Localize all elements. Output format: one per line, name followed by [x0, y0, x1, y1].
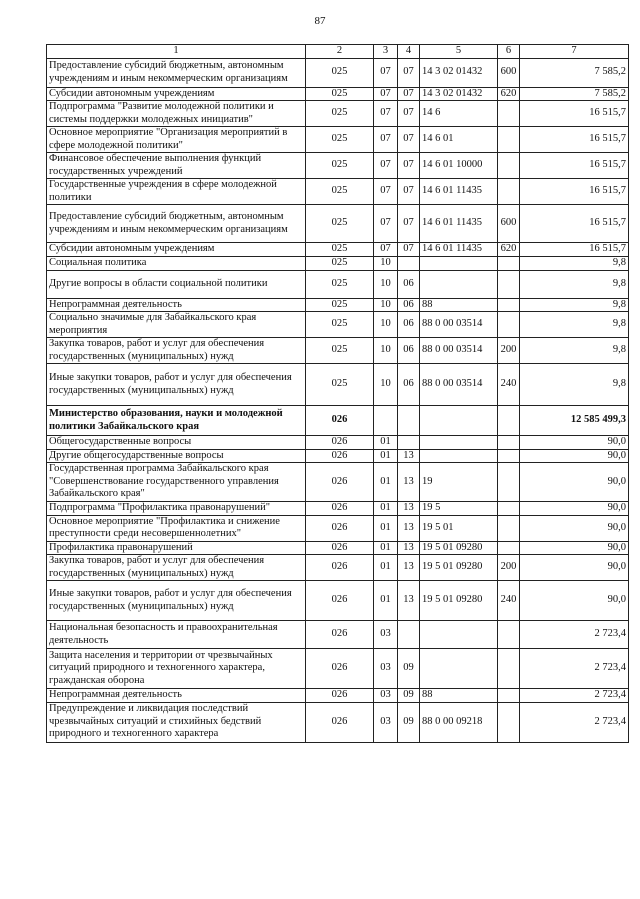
- row-target-code: [420, 649, 498, 689]
- row-ved-code: 026: [306, 449, 374, 463]
- row-target-code: 88: [420, 689, 498, 703]
- table-row: [47, 153, 629, 179]
- row-name-cell: Закупка товаров, работ и услуг для обеспечения государственных (муниципальных) нужд: [47, 555, 306, 581]
- row-subsection-code: 07: [398, 87, 420, 101]
- row-target-code: 19 5 01 09280: [420, 555, 498, 581]
- row-name-cell: Иные закупки товаров, работ и услуг для обеспечения государственных (муниципальных) нужд: [47, 364, 306, 406]
- row-subsection-code: 06: [398, 364, 420, 406]
- row-ved-code: 026: [306, 502, 374, 516]
- row-expense-type-code: [498, 689, 520, 703]
- row-section-code: 03: [374, 689, 398, 703]
- row-name-cell: Иные закупки товаров, работ и услуг для обеспечения государственных (муниципальных) нужд: [47, 581, 306, 621]
- row-amount: 16 515,7: [520, 243, 629, 257]
- row-ved-code: 025: [306, 298, 374, 312]
- row-target-code: [420, 621, 498, 649]
- row-expense-type-code: [498, 153, 520, 179]
- row-subsection-code: 13: [398, 541, 420, 555]
- row-expense-type-code: [498, 256, 520, 270]
- row-amount: 9,8: [520, 312, 629, 338]
- row-amount: 9,8: [520, 364, 629, 406]
- row-ved-code: 025: [306, 58, 374, 87]
- row-subsection-code: 07: [398, 205, 420, 243]
- row-target-code: 88 0 00 03514: [420, 312, 498, 338]
- row-subsection-code: 07: [398, 127, 420, 153]
- row-expense-type-code: [498, 515, 520, 541]
- table-header-row: [47, 45, 629, 59]
- table-row: [47, 298, 629, 312]
- row-subsection-code: 06: [398, 298, 420, 312]
- row-expense-type-code: [498, 298, 520, 312]
- row-section-code: 10: [374, 298, 398, 312]
- row-ved-code: 026: [306, 541, 374, 555]
- table-row: [47, 515, 629, 541]
- row-subsection-code: [398, 256, 420, 270]
- table-row: [47, 649, 629, 689]
- row-name-cell: Подпрограмма "Профилактика правонарушений": [47, 502, 306, 516]
- row-ved-code: 026: [306, 649, 374, 689]
- row-amount: 16 515,7: [520, 101, 629, 127]
- row-amount: 2 723,4: [520, 621, 629, 649]
- row-name-cell: Социально значимые для Забайкальского края мероприятия: [47, 312, 306, 338]
- row-name-cell: Субсидии автономным учреждениям: [47, 87, 306, 101]
- row-amount: 9,8: [520, 298, 629, 312]
- row-amount: 16 515,7: [520, 127, 629, 153]
- budget-table: [46, 44, 629, 743]
- row-target-code: 88 0 00 03514: [420, 338, 498, 364]
- row-section-code: 10: [374, 256, 398, 270]
- table-row: [47, 87, 629, 101]
- row-subsection-code: 07: [398, 58, 420, 87]
- row-expense-type-code: 600: [498, 205, 520, 243]
- row-section-code: 07: [374, 58, 398, 87]
- row-target-code: 88 0 00 03514: [420, 364, 498, 406]
- column-header: 2: [306, 45, 374, 59]
- table-row: [47, 270, 629, 298]
- table-row: [47, 364, 629, 406]
- row-target-code: 19 5 01 09280: [420, 541, 498, 555]
- table-row: [47, 256, 629, 270]
- row-ved-code: 025: [306, 338, 374, 364]
- table-row: [47, 58, 629, 87]
- column-header: 4: [398, 45, 420, 59]
- column-header: 7: [520, 45, 629, 59]
- row-expense-type-code: [498, 541, 520, 555]
- row-name-cell: Предоставление субсидий бюджетным, автономным учреждениям и иным некоммерческим организациям: [47, 58, 306, 87]
- row-ved-code: 025: [306, 256, 374, 270]
- row-expense-type-code: 620: [498, 243, 520, 257]
- row-amount: 16 515,7: [520, 153, 629, 179]
- row-subsection-code: 09: [398, 689, 420, 703]
- row-target-code: 19 5: [420, 502, 498, 516]
- table-row: [47, 338, 629, 364]
- table-row: [47, 312, 629, 338]
- row-expense-type-code: [498, 406, 520, 436]
- row-section-code: 01: [374, 463, 398, 502]
- row-subsection-code: 07: [398, 101, 420, 127]
- table-row: [47, 702, 629, 742]
- row-section-code: 01: [374, 581, 398, 621]
- row-section-code: 01: [374, 449, 398, 463]
- row-ved-code: 026: [306, 702, 374, 742]
- row-section-code: 07: [374, 87, 398, 101]
- row-subsection-code: 13: [398, 449, 420, 463]
- row-section-code: [374, 406, 398, 436]
- row-expense-type-code: 620: [498, 87, 520, 101]
- row-section-code: 07: [374, 179, 398, 205]
- row-name-cell: Социальная политика: [47, 256, 306, 270]
- row-amount: 90,0: [520, 449, 629, 463]
- table-row: [47, 436, 629, 450]
- row-ved-code: 025: [306, 205, 374, 243]
- row-section-code: 07: [374, 127, 398, 153]
- row-amount: 90,0: [520, 463, 629, 502]
- row-expense-type-code: 240: [498, 581, 520, 621]
- row-section-code: 03: [374, 702, 398, 742]
- row-section-code: 07: [374, 205, 398, 243]
- row-amount: 2 723,4: [520, 649, 629, 689]
- row-section-code: 07: [374, 153, 398, 179]
- table-row: [47, 101, 629, 127]
- row-subsection-code: 06: [398, 270, 420, 298]
- row-amount: 90,0: [520, 555, 629, 581]
- row-subsection-code: 09: [398, 702, 420, 742]
- row-target-code: 19 5 01: [420, 515, 498, 541]
- row-amount: 2 723,4: [520, 702, 629, 742]
- column-header: 3: [374, 45, 398, 59]
- row-amount: 16 515,7: [520, 205, 629, 243]
- row-name-cell: Государственная программа Забайкальского края "Совершенствование государственного управления Забайкальского края": [47, 463, 306, 502]
- column-header: 5: [420, 45, 498, 59]
- row-target-code: 14 6 01 10000: [420, 153, 498, 179]
- row-amount: 90,0: [520, 502, 629, 516]
- row-expense-type-code: [498, 179, 520, 205]
- row-name-cell: Предоставление субсидий бюджетным, автономным учреждениям и иным некоммерческим организациям: [47, 205, 306, 243]
- row-expense-type-code: 200: [498, 555, 520, 581]
- row-name-cell: Субсидии автономным учреждениям: [47, 243, 306, 257]
- row-subsection-code: 13: [398, 555, 420, 581]
- row-amount: 2 723,4: [520, 689, 629, 703]
- table-row: [47, 127, 629, 153]
- row-name-cell: Основное мероприятие "Профилактика и снижение преступности среди несовершеннолетних": [47, 515, 306, 541]
- table-row: [47, 555, 629, 581]
- row-expense-type-code: [498, 101, 520, 127]
- row-subsection-code: 06: [398, 312, 420, 338]
- row-section-code: 01: [374, 541, 398, 555]
- row-section-code: 01: [374, 436, 398, 450]
- row-target-code: [420, 256, 498, 270]
- table-row: [47, 243, 629, 257]
- row-ved-code: 025: [306, 127, 374, 153]
- row-ved-code: 026: [306, 515, 374, 541]
- row-subsection-code: 13: [398, 515, 420, 541]
- row-target-code: [420, 406, 498, 436]
- row-amount: 9,8: [520, 256, 629, 270]
- row-subsection-code: 07: [398, 153, 420, 179]
- row-ved-code: 025: [306, 312, 374, 338]
- table-row: [47, 581, 629, 621]
- row-ved-code: 026: [306, 406, 374, 436]
- row-amount: 90,0: [520, 581, 629, 621]
- row-amount: 90,0: [520, 541, 629, 555]
- row-name-cell: Основное мероприятие "Организация мероприятий в сфере молодежной политики": [47, 127, 306, 153]
- row-ved-code: 026: [306, 621, 374, 649]
- row-subsection-code: 13: [398, 463, 420, 502]
- row-amount: 7 585,2: [520, 87, 629, 101]
- row-subsection-code: 07: [398, 179, 420, 205]
- table-row: [47, 463, 629, 502]
- table-row: [47, 406, 629, 436]
- row-section-code: 03: [374, 621, 398, 649]
- row-amount: 90,0: [520, 515, 629, 541]
- row-ved-code: 025: [306, 364, 374, 406]
- row-amount: 90,0: [520, 436, 629, 450]
- row-section-code: 10: [374, 338, 398, 364]
- row-expense-type-code: [498, 649, 520, 689]
- table-row: [47, 449, 629, 463]
- row-target-code: [420, 449, 498, 463]
- row-ved-code: 026: [306, 555, 374, 581]
- row-section-code: 01: [374, 502, 398, 516]
- row-subsection-code: 09: [398, 649, 420, 689]
- table-row: [47, 205, 629, 243]
- row-ved-code: 026: [306, 581, 374, 621]
- row-subsection-code: 06: [398, 338, 420, 364]
- row-subsection-code: 13: [398, 502, 420, 516]
- row-name-cell: Непрограммная деятельность: [47, 689, 306, 703]
- table-row: [47, 621, 629, 649]
- row-section-code: 10: [374, 270, 398, 298]
- row-expense-type-code: [498, 312, 520, 338]
- row-name-cell: Закупка товаров, работ и услуг для обеспечения государственных (муниципальных) нужд: [47, 338, 306, 364]
- row-subsection-code: [398, 621, 420, 649]
- row-ved-code: 025: [306, 153, 374, 179]
- row-name-cell: Национальная безопасность и правоохранительная деятельность: [47, 621, 306, 649]
- row-name-cell: Защита населения и территории от чрезвычайных ситуаций природного и техногенного характера, гражданская оборона: [47, 649, 306, 689]
- column-header: 1: [47, 45, 306, 59]
- row-expense-type-code: [498, 270, 520, 298]
- row-section-code: 07: [374, 101, 398, 127]
- row-target-code: 14 6 01: [420, 127, 498, 153]
- row-amount: 9,8: [520, 270, 629, 298]
- row-target-code: 14 3 02 01432: [420, 58, 498, 87]
- row-expense-type-code: 200: [498, 338, 520, 364]
- row-ved-code: 026: [306, 463, 374, 502]
- row-target-code: 14 3 02 01432: [420, 87, 498, 101]
- row-amount: 16 515,7: [520, 179, 629, 205]
- row-expense-type-code: [498, 621, 520, 649]
- table-row: [47, 179, 629, 205]
- row-ved-code: 025: [306, 270, 374, 298]
- row-name-cell: Непрограммная деятельность: [47, 298, 306, 312]
- row-name-cell: Общегосударственные вопросы: [47, 436, 306, 450]
- row-ved-code: 025: [306, 179, 374, 205]
- row-ved-code: 025: [306, 87, 374, 101]
- column-header: 6: [498, 45, 520, 59]
- table-row: [47, 502, 629, 516]
- row-subsection-code: 07: [398, 243, 420, 257]
- row-ved-code: 025: [306, 101, 374, 127]
- row-section-code: 10: [374, 312, 398, 338]
- row-target-code: 14 6 01 11435: [420, 179, 498, 205]
- row-name-cell: Министерство образования, науки и молодежной политики Забайкальского края: [47, 406, 306, 436]
- row-section-code: 01: [374, 555, 398, 581]
- row-section-code: 03: [374, 649, 398, 689]
- row-section-code: 10: [374, 364, 398, 406]
- row-expense-type-code: [498, 502, 520, 516]
- row-subsection-code: [398, 406, 420, 436]
- row-name-cell: Другие общегосударственные вопросы: [47, 449, 306, 463]
- row-target-code: 19 5 01 09280: [420, 581, 498, 621]
- row-ved-code: 026: [306, 689, 374, 703]
- table-row: [47, 541, 629, 555]
- page-number: 87: [314, 15, 326, 27]
- row-expense-type-code: 600: [498, 58, 520, 87]
- row-expense-type-code: 240: [498, 364, 520, 406]
- row-expense-type-code: [498, 449, 520, 463]
- row-expense-type-code: [498, 127, 520, 153]
- row-target-code: 19: [420, 463, 498, 502]
- row-amount: 12 585 499,3: [520, 406, 629, 436]
- row-amount: 9,8: [520, 338, 629, 364]
- table-row: [47, 689, 629, 703]
- row-name-cell: Профилактика правонарушений: [47, 541, 306, 555]
- row-name-cell: Подпрограмма "Развитие молодежной политики и системы поддержки молодежных инициатив": [47, 101, 306, 127]
- row-name-cell: Финансовое обеспечение выполнения функций государственных учреждений: [47, 153, 306, 179]
- row-section-code: 07: [374, 243, 398, 257]
- row-subsection-code: 13: [398, 581, 420, 621]
- row-name-cell: Государственные учреждения в сфере молодежной политики: [47, 179, 306, 205]
- row-target-code: 14 6 01 11435: [420, 243, 498, 257]
- row-target-code: 14 6: [420, 101, 498, 127]
- row-ved-code: 026: [306, 436, 374, 450]
- row-name-cell: Другие вопросы в области социальной политики: [47, 270, 306, 298]
- row-expense-type-code: [498, 436, 520, 450]
- row-section-code: 01: [374, 515, 398, 541]
- row-target-code: 88 0 00 09218: [420, 702, 498, 742]
- row-target-code: 88: [420, 298, 498, 312]
- row-expense-type-code: [498, 702, 520, 742]
- row-ved-code: 025: [306, 243, 374, 257]
- row-subsection-code: [398, 436, 420, 450]
- row-target-code: [420, 270, 498, 298]
- row-target-code: 14 6 01 11435: [420, 205, 498, 243]
- row-amount: 7 585,2: [520, 58, 629, 87]
- row-name-cell: Предупреждение и ликвидация последствий чрезвычайных ситуаций и стихийных бедствий природного и техногенного характера: [47, 702, 306, 742]
- row-expense-type-code: [498, 463, 520, 502]
- row-target-code: [420, 436, 498, 450]
